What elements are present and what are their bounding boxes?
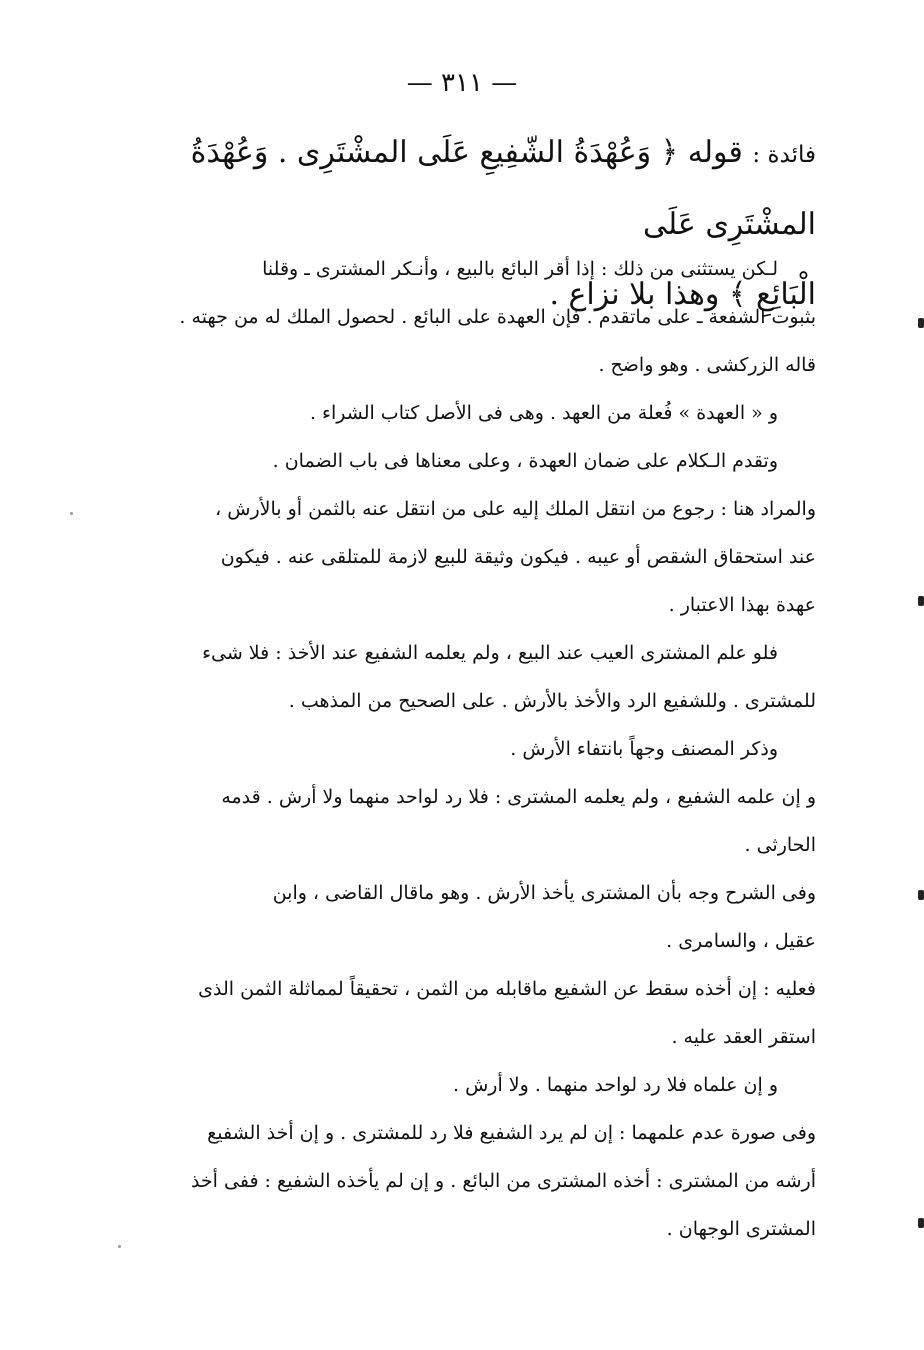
text-line: وذكر المصنف وجهاً بانتفاء الأرش . xyxy=(510,738,778,760)
scan-speck xyxy=(70,512,73,515)
text-line: وفى صورة عدم علمهما : إن لم يرد الشفيع فلا رد للمشترى . و إن أخذ الشفيع xyxy=(207,1122,816,1144)
text-line: الحارثى . xyxy=(744,834,816,856)
margin-mark xyxy=(918,1218,924,1228)
text-line: أرشه من المشترى : أخذه المشترى من البائع . و إن لم يأخذه الشفيع : ففى أخذ xyxy=(190,1170,816,1192)
text-line: فلو علم المشترى العيب عند البيع ، ولم يعلمه الشفيع عند الأخذ : فلا شىء xyxy=(202,642,778,664)
text-line: عند استحقاق الشقص أو عيبه . فيكون وثيقة للبيع لازمة للمتلقى عنه . فيكون xyxy=(220,546,816,568)
text-line: وتقدم الـكلام على ضمان العهدة ، وعلى معناها فى باب الضمان . xyxy=(272,450,778,472)
page-number: — ٣١١ — xyxy=(406,68,518,98)
text-line: لـكن يستثنى من ذلك : إذا أقر البائع بالبيع ، وأنـكر المشترى ـ وقلنا xyxy=(262,258,778,280)
text-line: للمشترى . وللشفيع الرد والأخذ بالأرش . على الصحيح من المذهب . xyxy=(288,690,816,712)
text-line: و « العهدة » فُعلة من العهد . وهى فى الأصل كتاب الشراء . xyxy=(309,402,778,424)
body-text xyxy=(150,245,816,1253)
text-line: قاله الزركشى . وهو واضح . xyxy=(598,354,816,376)
text-line: وفى الشرح وجه بأن المشترى يأخذ الأرش . وهو ماقال القاضى ، وابن xyxy=(272,882,816,904)
text-line: والمراد هنا : رجوع من انتقل الملك إليه على من انتقل عنه بالثمن أو بالأرش ، xyxy=(215,498,816,520)
text-line: و إن علماه فلا رد لواحد منهما . ولا أرش . xyxy=(453,1074,778,1096)
scan-speck xyxy=(118,1245,121,1248)
heading-text: قوله ﴿ وَعُهْدَةُ الشّفِيعِ عَلَى المشْتَرِى . وَعُهْدَةُ المشْتَرِى عَلَى xyxy=(190,135,816,242)
text-line: استقر العقد عليه . xyxy=(671,1026,816,1048)
text-line: فعليه : إن أخذه سقط عن الشفيع ماقابله من الثمن ، تحقيقاً لمماثلة الثمن الذى xyxy=(198,978,816,1000)
heading-line-1 xyxy=(150,118,816,260)
text-line: و إن علمه الشفيع ، ولم يعلمه المشترى : فلا رد لواحد منهما ولا أرش . قدمه xyxy=(221,786,816,808)
text-line: بثبوت الشفعة ـ على ماتقدم . فإن العهدة على البائع . لحصول الملك له من جهته . xyxy=(179,306,816,328)
text-line: عقيل ، والسامرى . xyxy=(666,930,816,952)
margin-mark xyxy=(918,596,924,606)
margin-mark xyxy=(918,318,924,328)
heading-label: فائدة : xyxy=(752,142,816,168)
margin-mark xyxy=(918,890,924,900)
text-line: المشترى الوجهان . xyxy=(666,1218,816,1240)
text-line: عهدة بهذا الاعتبار . xyxy=(668,594,816,616)
heading-line-2: الْبَائِعِ ﴾ وهذا بلا نزاع . xyxy=(549,277,816,312)
